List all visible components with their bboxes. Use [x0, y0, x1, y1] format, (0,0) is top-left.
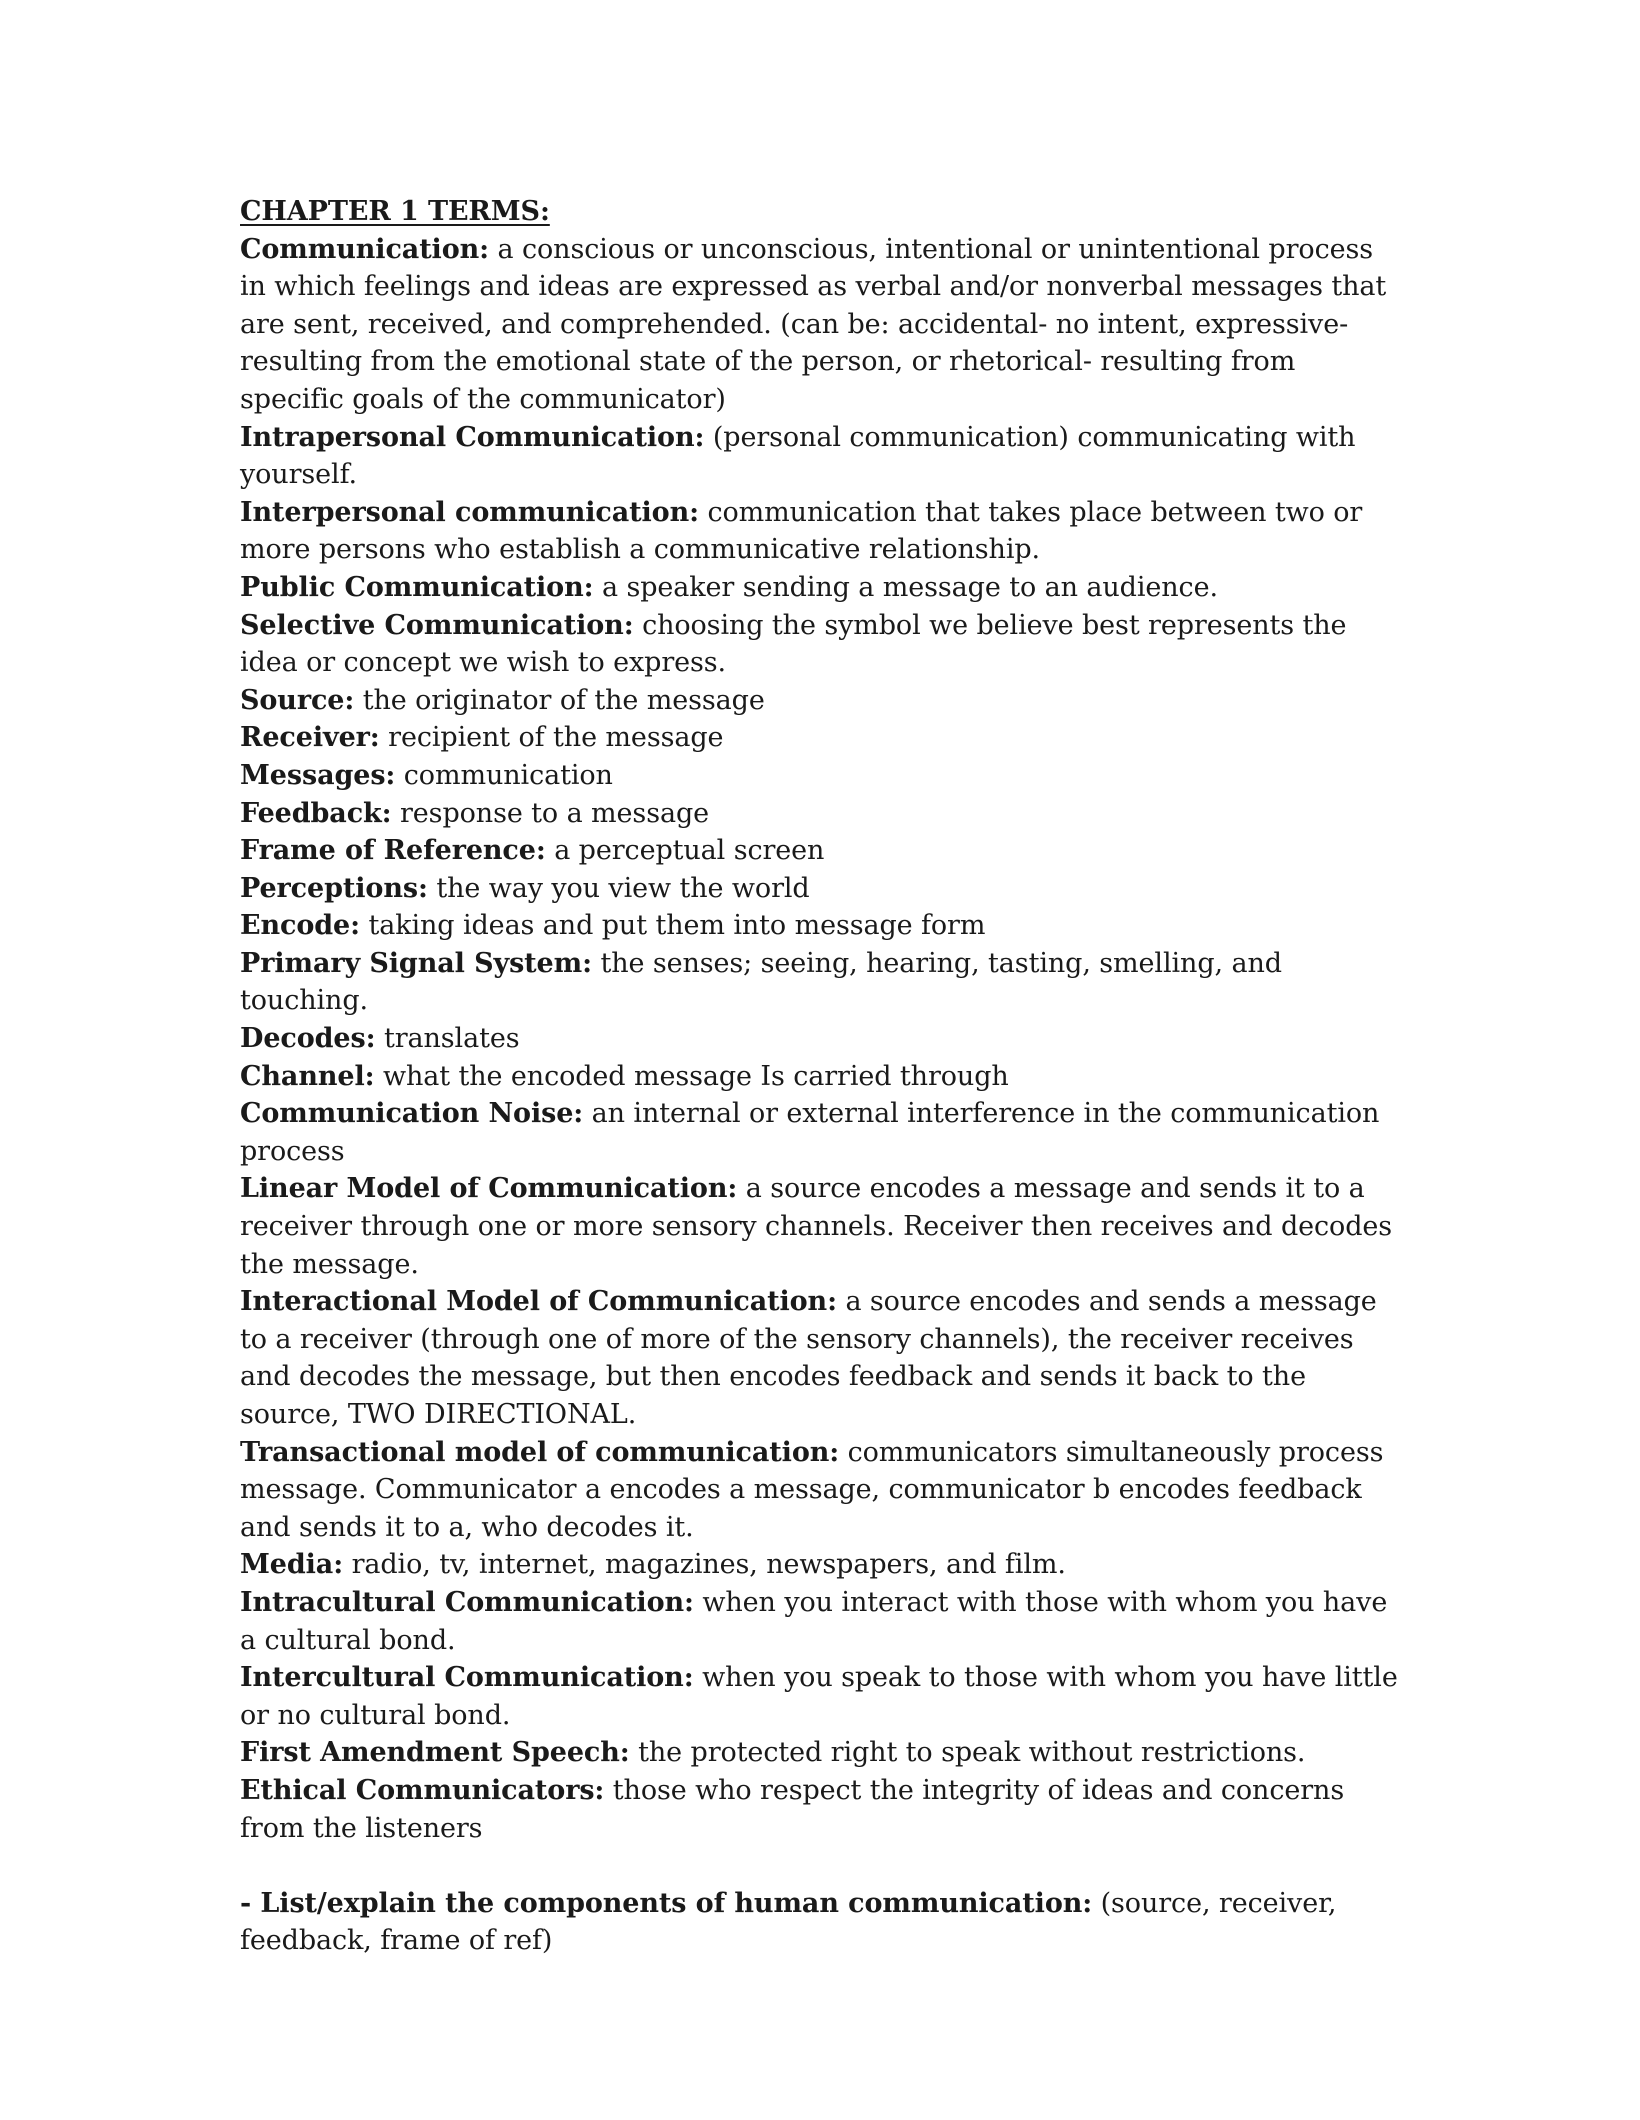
term-definition: (personal communication) communicating with yourself. — [240, 421, 1356, 491]
term-label: Feedback: — [240, 797, 392, 829]
term-label: Interpersonal communication: — [240, 496, 699, 528]
term-label: Decodes: — [240, 1023, 376, 1055]
term-definition: when you speak to those with whom you have little or no cultural bond. — [240, 1662, 1398, 1731]
term-entry — [240, 1020, 1400, 1058]
term-label: Intercultural Communication: — [240, 1662, 694, 1694]
term-label: First Amendment Speech: — [240, 1737, 630, 1769]
term-label: Public Communication: — [240, 571, 594, 603]
term-label: Perceptions: — [240, 872, 428, 904]
term-entry — [240, 231, 1400, 419]
term-definition: the way you view the world — [436, 872, 810, 904]
term-entry — [240, 832, 1400, 870]
term-definition: what the encoded message Is carried through — [382, 1060, 1009, 1092]
term-entry — [240, 1434, 1400, 1547]
term-label: Channel: — [240, 1060, 375, 1092]
term-definition: an internal or external interference in the communication process — [240, 1098, 1380, 1167]
term-definition: communicators simultaneously process message. Communicator a encodes a message, communicator b encodes feedback and sends it to a, who decodes it. — [240, 1436, 1384, 1543]
term-entry — [240, 1170, 1400, 1283]
chapter-heading: CHAPTER 1 TERMS: — [240, 196, 550, 227]
term-definition: a source encodes and sends a message to a receiver (through one of more of the sensory channels), the receiver receives and decodes the message, but then encodes feedback and sends it back to the source, TWO DIRECTIONAL. — [240, 1286, 1377, 1430]
term-entry — [240, 757, 1400, 795]
term-label: Receiver: — [240, 722, 380, 754]
term-entry — [240, 1058, 1400, 1096]
blank-line — [240, 1847, 1400, 1885]
term-label: Intracultural Communication: — [240, 1586, 694, 1618]
term-definition: when you interact with those with whom you have a cultural bond. — [240, 1586, 1388, 1656]
term-definition: communication — [403, 759, 613, 791]
term-label: Linear Model of Communication: — [240, 1173, 738, 1205]
term-entry — [240, 494, 1400, 569]
term-entry — [240, 795, 1400, 833]
term-label: Selective Communication: — [240, 609, 634, 641]
term-label: Intrapersonal Communication: — [240, 421, 705, 453]
term-label: Messages: — [240, 759, 396, 791]
term-definition: a source encodes a message and sends it to a receiver through one or more sensory channels. Receiver then receives and decodes the message. — [240, 1173, 1393, 1280]
term-label: Communication Noise: — [240, 1098, 584, 1130]
term-label: Ethical Communicators: — [240, 1774, 605, 1806]
term-entry — [240, 945, 1400, 1020]
term-entry — [240, 419, 1400, 494]
question-answer: (source, receiver, feedback, frame of ref) — [240, 1887, 1337, 1957]
term-definition: the senses; seeing, hearing, tasting, smelling, and touching. — [240, 947, 1282, 1017]
term-entry — [240, 1734, 1400, 1772]
term-definition: choosing the symbol we believe best represents the idea or concept we wish to express. — [240, 609, 1347, 679]
term-definition: a speaker sending a message to an audience. — [601, 571, 1218, 603]
term-entry — [240, 1546, 1400, 1584]
term-label: Media: — [240, 1549, 344, 1581]
term-entry — [240, 1772, 1400, 1847]
term-definition: a conscious or unconscious, intentional or unintentional process in which feelings and ideas are expressed as verbal and/or nonverbal messages that are sent, received, and comprehended. (can be: accidental- no intent, expressive- resulting from the emotional state of the person, or rhetorical- resulting from specific goals of the communicator) — [240, 233, 1387, 415]
question-entry — [240, 1885, 1400, 1960]
term-definition: radio, tv, internet, magazines, newspapers, and film. — [351, 1549, 1066, 1581]
term-entry — [240, 1659, 1400, 1734]
term-definition: taking ideas and put them into message form — [368, 910, 986, 942]
term-label: Frame of Reference: — [240, 835, 546, 867]
term-definition: recipient of the message — [388, 722, 724, 754]
document-page — [240, 193, 1400, 1960]
term-label: Interactional Model of Communication: — [240, 1286, 837, 1318]
term-label: Primary Signal System: — [240, 947, 592, 979]
term-entry — [240, 870, 1400, 908]
term-label: Source: — [240, 684, 355, 716]
term-entry — [240, 1283, 1400, 1433]
term-definition: response to a message — [400, 797, 710, 829]
term-entry — [240, 1095, 1400, 1170]
term-label: Communication: — [240, 233, 490, 265]
term-definition: those who respect the integrity of ideas and concerns from the listeners — [240, 1774, 1345, 1844]
term-entry — [240, 907, 1400, 945]
term-definition: translates — [383, 1023, 520, 1055]
term-definition: a perceptual screen — [554, 835, 825, 867]
term-label: Encode: — [240, 910, 360, 942]
question-label: - List/explain the components of human communication: — [240, 1887, 1093, 1919]
term-entry — [240, 569, 1400, 607]
term-entry — [240, 719, 1400, 757]
term-definition: the originator of the message — [362, 684, 765, 716]
term-entry — [240, 682, 1400, 720]
term-entry — [240, 1584, 1400, 1659]
term-definition: communication that takes place between two or more persons who establish a communicative relationship. — [240, 496, 1363, 566]
term-definition: the protected right to speak without restrictions. — [638, 1737, 1306, 1769]
term-label: Transactional model of communication: — [240, 1436, 840, 1468]
term-entry — [240, 607, 1400, 682]
